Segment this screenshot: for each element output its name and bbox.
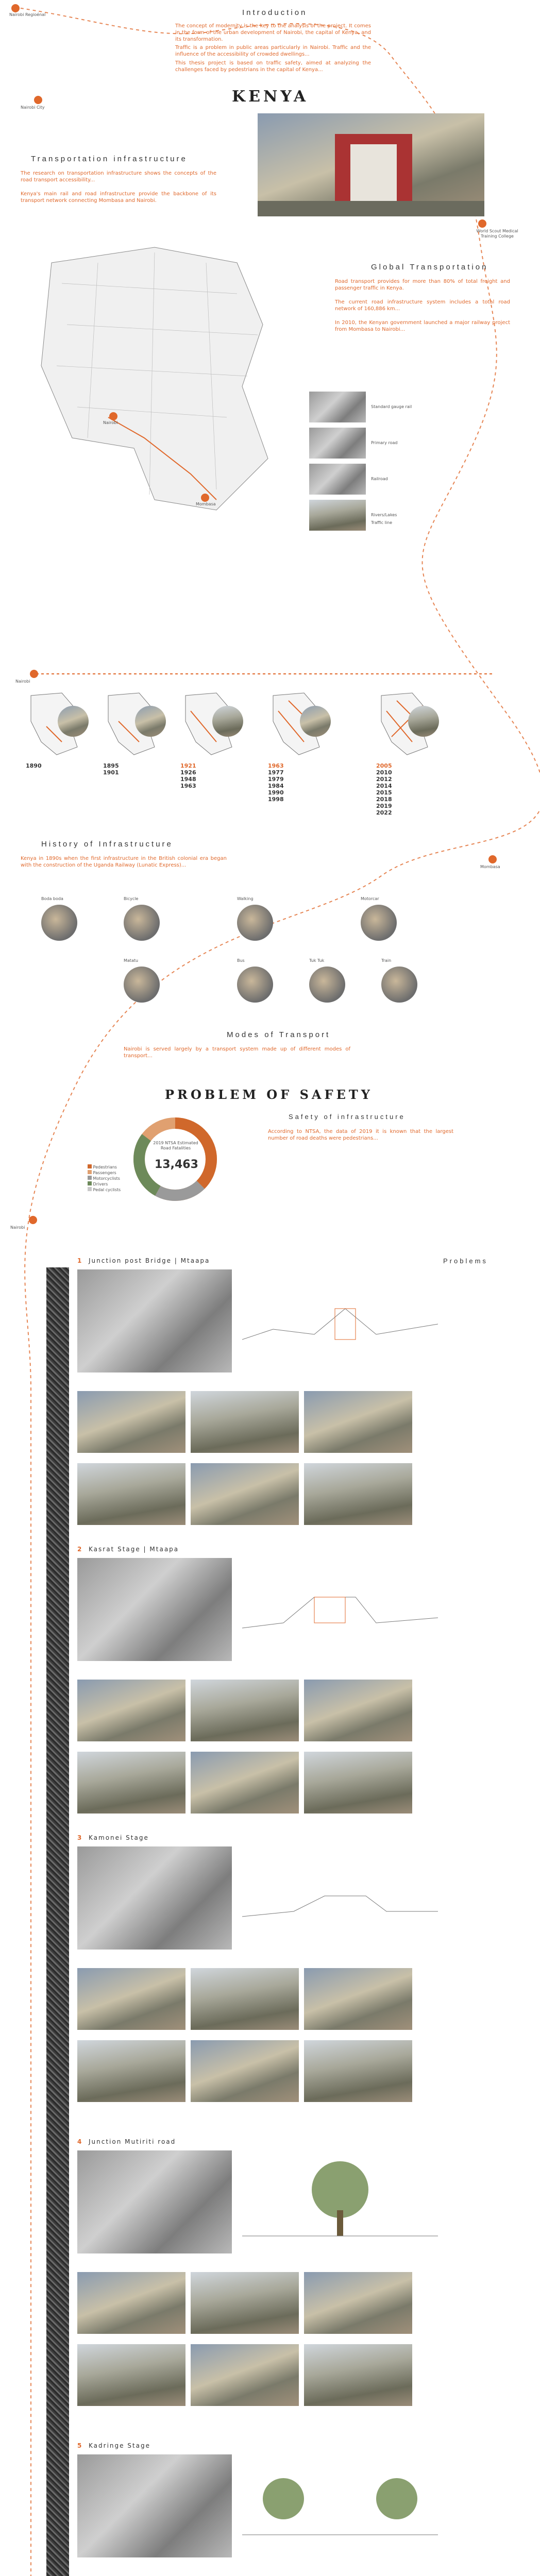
problem-section-3: 3 Kamonei Stage <box>77 1834 531 2123</box>
safety-infra-text: According to NTSA, the data of 2019 it is known that the largest number of road deaths were pedestrians... <box>268 1129 453 1141</box>
history-title: History of Infrastructure <box>41 840 173 849</box>
legend-1: Standard gauge rail <box>371 404 412 409</box>
map-thumb-4 <box>309 500 366 531</box>
transport-text-1: The research on transportation infrastructure shows the concepts of the road transport accessibility... <box>21 171 216 183</box>
safety-nairobi-label: Nairobi <box>10 1225 25 1230</box>
safety-nairobi-marker <box>29 1216 37 1224</box>
intro-text-3: This thesis project is based on traffic safety, aimed at analyzing the challenges faced by pedestrians in the capital of Kenya... <box>175 60 371 73</box>
legend-4: Rivers/Lakes <box>371 513 397 517</box>
global-title: Global Transportation <box>371 263 488 272</box>
transport-text-2: Kenya's main rail and road infrastructure provide the backbone of its transport network connecting Mombasa and Nairobi. <box>21 191 216 204</box>
transport-title: Transportation infrastructure <box>31 155 188 163</box>
global-text-1: Road transport provides for more than 80% of total freight and passenger traffic in Kenya. <box>335 279 510 291</box>
legend-5: Traffic line <box>371 520 393 525</box>
map-thumb-3 <box>309 464 366 495</box>
mini-photo-1 <box>58 706 89 737</box>
mini-photo-2 <box>135 706 166 737</box>
donut-label: 2019 NTSA Estimated Road Fatalities <box>153 1141 198 1150</box>
modes-grid: Boda boda Bicycle Walking Motorcar Matatu Bus Tuk Tuk Train <box>21 896 474 1020</box>
nairobi-city-marker <box>34 96 42 104</box>
modes-title: Modes of Transport <box>227 1030 331 1039</box>
timeline-nairobi-label: Nairobi <box>15 679 30 684</box>
kenya-map <box>21 232 299 531</box>
map-thumb-2 <box>309 428 366 459</box>
timeline-col-4: 1963 1977 1979 1984 1990 1998 <box>268 762 284 803</box>
mini-photo-5 <box>408 706 439 737</box>
country-title: KENYA <box>232 88 309 106</box>
timeline-mombasa-label: Mombasa <box>480 865 500 869</box>
college-marker <box>478 219 486 228</box>
timeline-col-2: 1895 1901 <box>103 762 119 776</box>
timeline-col-3: 1921 1926 1948 1963 <box>180 762 196 789</box>
problem-section-2: 2 Kasrat Stage | Mtaapa <box>77 1546 531 1824</box>
nairobi-region-label: Nairobi Regioénal <box>9 12 46 17</box>
nairobi-city-label: Nairobi City <box>21 105 45 110</box>
legend-2: Primary road <box>371 440 398 445</box>
map-mombasa-marker <box>201 494 209 502</box>
global-text-3: In 2010, the Kenyan government launched a major railway project from Mombasa to Nairobi... <box>335 320 510 332</box>
map-nairobi-marker <box>109 412 117 420</box>
timeline-col-5: 2005 2010 2012 2014 2015 2018 2019 2022 <box>376 762 392 816</box>
map-thumb-1 <box>309 392 366 422</box>
safety-infra-title: Safety of infrastructure <box>289 1113 406 1121</box>
problems-title: Problems <box>443 1257 488 1265</box>
history-text: Kenya in 1890s when the first infrastructure in the British colonial era began with the construction of the Uganda Railway (Lunatic Express)... <box>21 856 227 868</box>
timeline-line <box>31 673 495 675</box>
safety-title: PROBLEM OF SAFETY <box>165 1087 373 1102</box>
mini-photo-3 <box>212 706 243 737</box>
problem-section-5: 5 Kadringe Stage <box>77 2442 531 2576</box>
route-aerial-strip <box>46 1267 69 2576</box>
map-mombasa-label: Mombasa <box>196 502 216 506</box>
intro-title: Introduction <box>242 8 308 17</box>
intro-text-2: Traffic is a problem in public areas particularly in Nairobi. Traffic and the influence of the accessibility of crowded dwellings... <box>175 45 371 57</box>
college-label: World Scout Medical Training College <box>476 229 518 239</box>
timeline-col-1: 1890 <box>26 762 42 769</box>
problem-section-1: 1 Junction post Bridge | Mtaapa <box>77 1257 531 1535</box>
modes-text: Nairobi is served largely by a transport system made up of different modes of transport... <box>124 1046 350 1059</box>
intro-text-1: The concept of modernity is the key to the analysis of the project. It comes in the form of the urban development of Nairobi, the capital of Kenya, and its transformation. <box>175 23 371 42</box>
legend-3: Railroad <box>371 477 388 481</box>
college-photo <box>258 113 484 216</box>
map-nairobi-label: Nairobi <box>103 420 118 425</box>
donut-value: 13,463 <box>155 1158 198 1171</box>
donut-legend: Pedestrians Passengers Motorcyclists Drivers Pedal cyclists <box>88 1164 121 1193</box>
global-text-2: The current road infrastructure system includes a total road network of 160,886 km... <box>335 299 510 312</box>
mini-photo-4 <box>300 706 331 737</box>
timeline-end-marker <box>488 855 497 863</box>
problem-section-4: 4 Junction Mutiriti road <box>77 2138 531 2427</box>
